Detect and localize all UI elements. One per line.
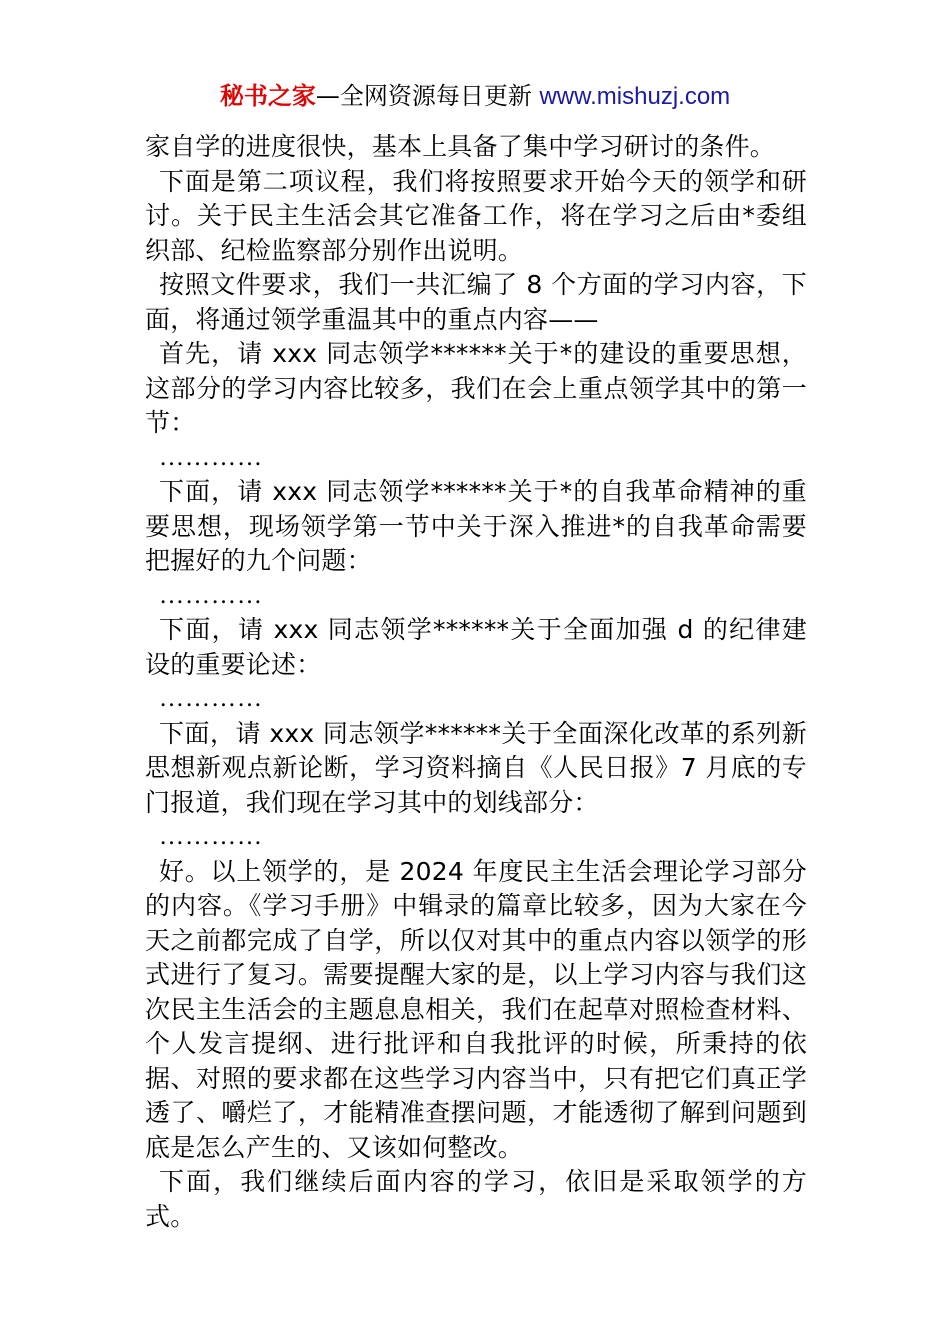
paragraph-study-content: 按照文件要求，我们一共汇编了 8 个方面的学习内容，下面，将通过领学重温其中的重点内容——	[145, 270, 807, 334]
paragraph-third-study: 下面，请 xxx 同志领学******关于全面加强 d 的纪律建设的重要论述：	[145, 615, 807, 679]
paragraph-first-study: 首先，请 xxx 同志领学******关于*的建设的重要思想，这部分的学习内容比较多，我们在会上重点领学其中的第一节：	[145, 339, 807, 437]
ellipsis-line: …………	[159, 685, 263, 712]
paragraph-closing: 下面，我们继续后面内容的学习，依旧是采取领学的方式。	[145, 1167, 807, 1231]
paragraph-second-study: 下面，请 xxx 同志领学******关于*的自我革命精神的重要思想，现场领学第一节中关于深入推进*的自我革命需要把握好的九个问题：	[145, 477, 807, 575]
site-url-link[interactable]: www.mishuzj.com	[539, 83, 731, 110]
header-tagline: —全网资源每日更新	[315, 82, 532, 110]
paragraph-agenda-item-two: 下面是第二项议程，我们将按照要求开始今天的领学和研讨。关于民主生活会其它准备工作，将在学习之后由*委组织部、纪检监察部分别作出说明。	[145, 166, 807, 265]
page-header	[0, 80, 950, 113]
paragraph-fourth-study: 下面，请 xxx 同志领学******关于全面深化改革的系列新思想新观点新论断，学习资料摘自《人民日报》7 月底的专门报道，我们现在学习其中的划线部分：	[145, 718, 807, 817]
brand-name: 秘书之家	[219, 82, 316, 110]
ellipsis-line: …………	[159, 581, 263, 609]
ellipsis-line: …………	[159, 823, 263, 850]
document-body	[145, 130, 807, 1234]
paragraph-summary: 好。以上领学的，是 2024 年度民主生活会理论学习部分的内容。《学习手册》中辑录的篇章比较多，因为大家在今天之前都完成了自学，所以仅对其中的重点内容以领学的形式进行了复习。需要提醒大家的是，以上学习内容与我们这次民主生活会的主题息息相关，我们在起草对照检查材料、个人发言提纲、进行批评和自我批评的时候，所秉持的依据、对照的要求都在这些学习内容当中，只有把它们真正学透了、嚼烂了，才能精准查摆问题，才能透彻了解到问题到底是怎么产生的、又该如何整改。	[145, 856, 807, 1162]
ellipsis-line: …………	[159, 443, 263, 471]
paragraph-continuation: 家自学的进度很快，基本上具备了集中学习研讨的条件。	[145, 132, 776, 161]
